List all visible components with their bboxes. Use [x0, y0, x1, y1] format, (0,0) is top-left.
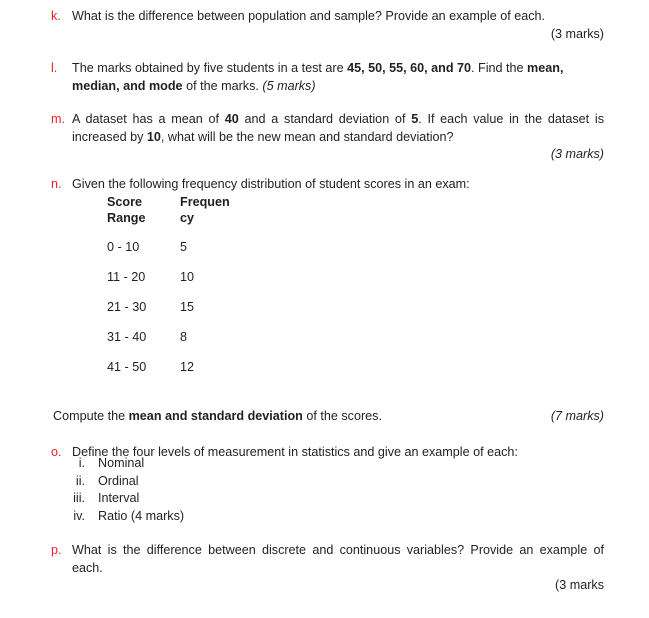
roman-marker-i: i.	[78, 456, 85, 470]
cell-frequency: 8	[180, 330, 188, 344]
question-item-m	[0, 111, 649, 164]
cell-frequency: 5	[180, 240, 188, 254]
roman-marker-iii: iii.	[73, 491, 85, 506]
levels-of-measurement-list	[53, 455, 604, 525]
question-item-n	[0, 176, 649, 194]
roman-label-interval: Interval	[98, 491, 140, 506]
cell-score-range: 31 - 40	[107, 330, 147, 344]
list-item	[53, 490, 604, 508]
question-marker-l: l.	[51, 61, 58, 75]
roman-marker-ii: ii.	[75, 473, 85, 488]
roman-label-nominal: Nominal	[98, 456, 145, 470]
question-l-part2: . Find the	[471, 61, 528, 75]
question-l-bold-marks-values: 45, 50, 55, 60, and 70	[347, 61, 472, 75]
table-header-score-range-line1: Score	[107, 195, 143, 209]
cell-score-range: 0 - 10	[107, 240, 140, 254]
cell-score-range: 11 - 20	[107, 270, 146, 284]
question-k-text: What is the difference between population and sample? Provide an example of each.	[72, 9, 546, 23]
question-m-bold-mean: 40	[224, 112, 239, 126]
question-item-l	[0, 60, 649, 95]
question-marker-p: p.	[51, 543, 62, 557]
table-header-frequency-line2: cy	[180, 211, 195, 225]
roman-marker-iv: iv.	[73, 508, 85, 523]
frequency-distribution-table	[107, 194, 240, 382]
question-m-part2: and a standard deviation of	[238, 112, 412, 126]
question-m-marks	[72, 146, 604, 164]
question-p-marks: (3 marks	[555, 578, 604, 592]
table-header-frequency	[180, 194, 240, 232]
question-m-marks-text: (3 marks)	[550, 147, 604, 161]
question-m-bold-sd: 5	[411, 112, 419, 126]
question-m-part4: , what will be the new mean and standard deviation?	[160, 129, 454, 144]
question-l-part1: The marks obtained by five students in a test are	[72, 61, 348, 75]
table-header-score-range-line2: Range	[107, 211, 146, 225]
question-l-marks: (5 marks)	[262, 78, 316, 93]
table-row	[107, 352, 240, 382]
question-marker-m: m.	[51, 112, 65, 126]
question-item-k	[0, 8, 649, 43]
cell-frequency: 15	[180, 300, 195, 314]
compute-marks	[551, 408, 604, 426]
cell-score-range: 41 - 50	[107, 360, 147, 374]
question-marker-n: n.	[51, 177, 62, 191]
cell-score-range: 21 - 30	[107, 300, 147, 314]
compute-instruction-line	[53, 408, 604, 426]
question-l-part3: of the marks.	[182, 78, 263, 93]
list-item	[53, 455, 604, 473]
compute-part2: of the scores.	[302, 409, 382, 423]
question-m-part1: A dataset has a mean of	[72, 112, 225, 126]
compute-bold: mean and standard deviation	[128, 409, 303, 423]
question-o-text: Define the four levels of measurement in statistics and give an example of each:	[72, 445, 518, 459]
question-marker-o: o.	[51, 445, 62, 459]
question-m-part3: . If each value in the dataset is increased by	[72, 112, 605, 144]
table-header-frequency-line1: Frequen	[180, 195, 230, 209]
list-item	[53, 473, 604, 491]
roman-label-ordinal: Ordinal	[98, 473, 139, 488]
question-p-text: What is the difference between discrete and continuous variables? Provide an example of each.	[72, 543, 604, 575]
table-header-score-range	[107, 194, 180, 232]
roman-label-ratio: Ratio (4 marks)	[98, 508, 185, 523]
question-l-bold-measures: mean, median, and mode	[72, 61, 564, 93]
question-k-marks: (3 marks)	[550, 26, 604, 41]
table-header-row	[107, 194, 240, 232]
table-row	[107, 232, 240, 262]
question-n-text: Given the following frequency distribution of student scores in an exam:	[72, 177, 470, 191]
question-m-bold-increment: 10	[146, 129, 161, 144]
table-row	[107, 262, 240, 292]
table-row	[107, 322, 240, 352]
compute-part1: Compute the	[53, 409, 129, 423]
compute-marks-text: (7 marks)	[550, 409, 604, 423]
cell-frequency: 12	[180, 360, 195, 374]
list-item	[53, 508, 604, 526]
question-item-p	[0, 542, 649, 595]
table-row	[107, 292, 240, 322]
question-marker-k: k.	[51, 9, 61, 23]
cell-frequency: 10	[180, 270, 195, 284]
